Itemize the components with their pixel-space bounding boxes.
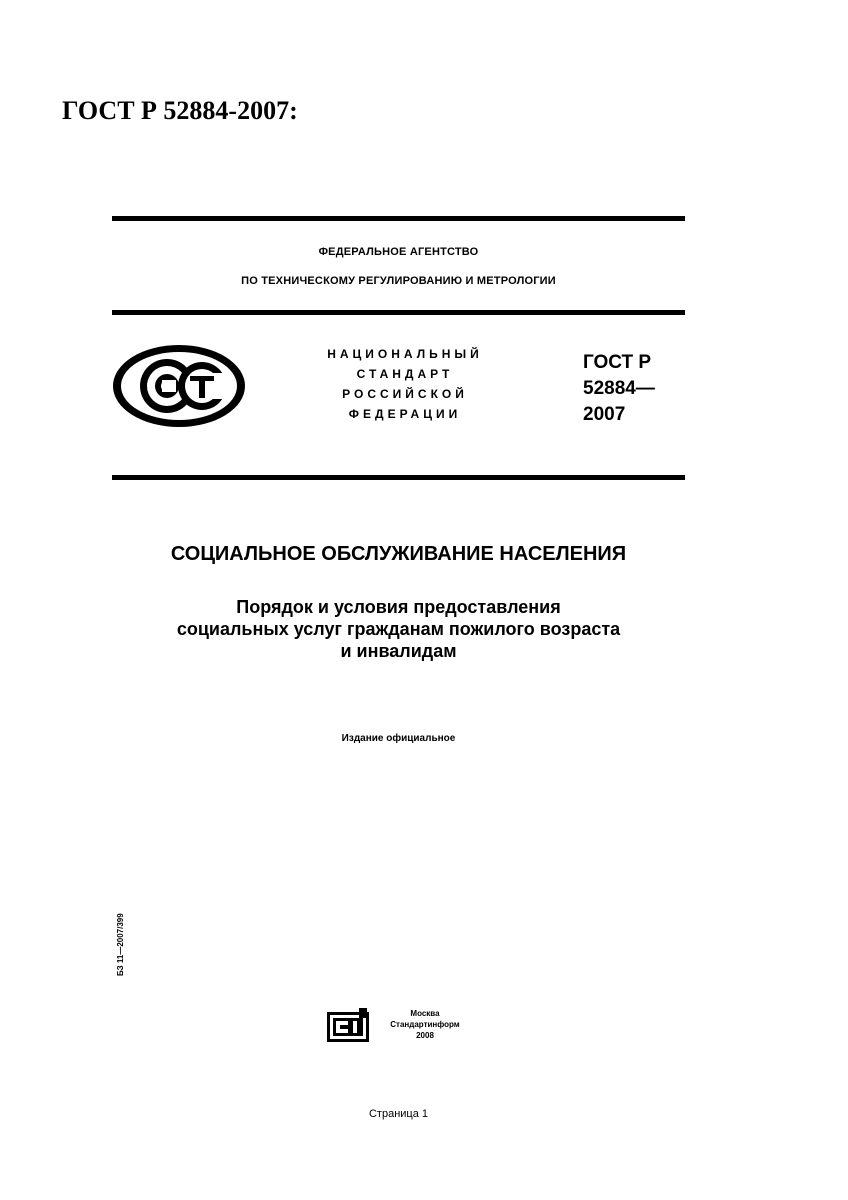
- publisher-name: Стандартинформ: [390, 1020, 460, 1029]
- side-registration-code: БЗ 11—2007/399: [116, 913, 125, 976]
- document-subtitle-line-3: и инвалидам: [340, 641, 457, 661]
- national-standard-line-3: РОССИЙСКОЙ: [342, 387, 468, 401]
- section-divider: [112, 475, 685, 480]
- standard-code-line-2: 52884—: [583, 378, 655, 399]
- gost-r-certification-mark-icon: [110, 343, 248, 429]
- standard-code-line-3: 2007: [583, 404, 626, 425]
- publisher-city: Москва: [410, 1009, 440, 1018]
- header-divider: [112, 310, 685, 315]
- national-standard-line-4: ФЕДЕРАЦИИ: [348, 407, 462, 421]
- national-standard-line-1: НАЦИОНАЛЬНЫЙ: [327, 347, 483, 361]
- top-divider: [112, 216, 685, 221]
- agency-name-line-2: ПО ТЕХНИЧЕСКОМУ РЕГУЛИРОВАНИЮ И МЕТРОЛОГИИ: [241, 275, 556, 287]
- standartinform-logo-icon: [326, 1008, 370, 1044]
- national-standard-line-2: СТАНДАРТ: [356, 367, 454, 381]
- document-title: СОЦИАЛЬНОЕ ОБСЛУЖИВАНИЕ НАСЕЛЕНИЯ: [170, 543, 627, 565]
- page-number: Страница 1: [368, 1108, 429, 1120]
- agency-name-line-1: ФЕДЕРАЛЬНОЕ АГЕНТСТВО: [318, 246, 479, 258]
- document-subtitle-line-1: Порядок и условия предоставления: [236, 597, 561, 617]
- standard-code-line-1: ГОСТ Р: [583, 352, 652, 373]
- document-heading: ГОСТ Р 52884-2007:: [62, 96, 298, 125]
- edition-label: Издание официальное: [341, 733, 456, 744]
- document-subtitle-line-2: социальных услуг гражданам пожилого возраста: [176, 619, 621, 639]
- publication-year: 2008: [416, 1031, 434, 1040]
